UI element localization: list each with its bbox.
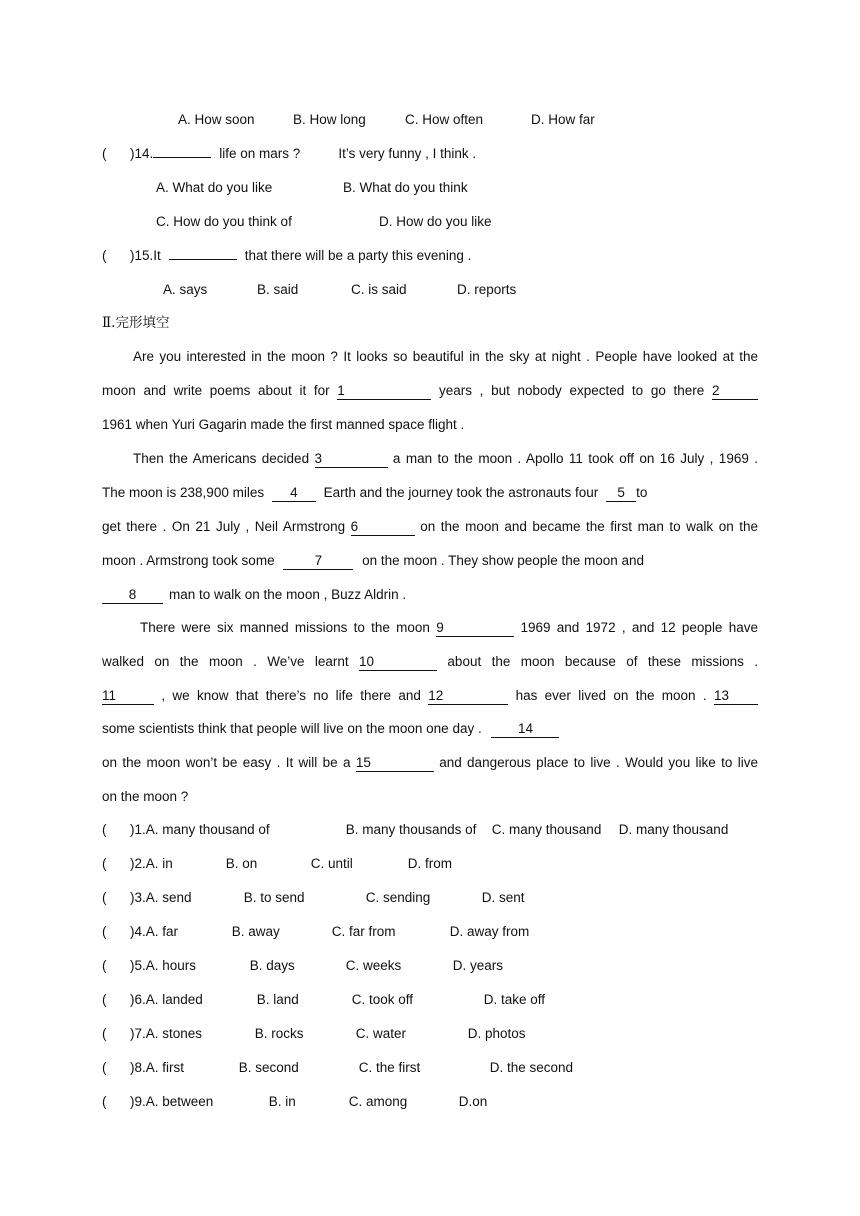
q14-reply: It’s very funny , I think . <box>338 146 477 161</box>
question-number: )8. <box>130 1060 146 1075</box>
option-d: D. photos <box>467 1026 526 1041</box>
answer-paren: ( <box>102 924 107 939</box>
option-a: A. far <box>145 924 179 939</box>
q14-blank <box>153 157 211 158</box>
cloze-option-row <box>102 855 452 873</box>
cloze-blank-13: 13 <box>714 688 758 705</box>
passage-line <box>133 450 758 468</box>
cloze-blank-6: 6 <box>351 519 415 536</box>
cloze-blank-3: 3 <box>315 451 388 468</box>
passage-text: The moon is 238,900 miles <box>102 485 265 500</box>
answer-paren: ( <box>102 822 107 837</box>
question-number: )2. <box>130 856 146 871</box>
passage-text: and dangerous place to live . Would you like to live <box>439 755 758 770</box>
option-d: D. away from <box>449 924 530 939</box>
cloze-option-row <box>102 889 525 907</box>
option-d: D. take off <box>483 992 546 1007</box>
cloze-blank-4: 4 <box>272 485 316 502</box>
cloze-blank-9: 9 <box>436 620 514 637</box>
option-d: D. sent <box>481 890 525 905</box>
q13-option-d: D. How far <box>531 112 595 127</box>
cloze-blank-14: 14 <box>491 721 559 738</box>
option-c: C. among <box>348 1094 408 1109</box>
option-a: A. in <box>145 856 173 871</box>
passage-text: years , but nobody expected to go there <box>438 383 705 398</box>
passage-text: has ever lived on the moon . <box>515 688 707 703</box>
option-d: D. the second <box>489 1060 574 1075</box>
cloze-option-row <box>102 1059 573 1077</box>
answer-paren: ( <box>102 856 107 871</box>
passage-line <box>102 687 758 705</box>
q14-stem-text: life on mars ? <box>219 146 301 161</box>
passage-text: a man to the moon . Apollo 11 took off on 16 July , 1969 . <box>392 451 758 466</box>
q14-stem <box>102 145 476 163</box>
option-b: B. away <box>231 924 280 939</box>
option-a: A. between <box>145 1094 214 1109</box>
passage-text: walked on the moon . We’ve learnt <box>102 654 349 669</box>
q13-option-a: A. How soon <box>178 112 255 127</box>
passage-text: Earth and the journey took the astronauts four <box>323 485 599 500</box>
answer-paren: ( <box>102 992 107 1007</box>
option-c: C. water <box>355 1026 407 1041</box>
q15-option-c: C. is said <box>351 282 407 297</box>
passage-text: on the moon . They show people the moon and <box>362 553 645 568</box>
option-c: C. sending <box>365 890 431 905</box>
cloze-option-row <box>102 923 529 941</box>
answer-paren: ( <box>102 1026 107 1041</box>
passage-line <box>102 720 559 738</box>
passage-line: 1961 when Yuri Gagarin made the first manned space flight . <box>102 417 465 432</box>
cloze-blank-7: 7 <box>283 553 353 570</box>
passage-line <box>102 754 758 772</box>
passage-text: some scientists think that people will live on the moon one day . <box>102 721 482 736</box>
option-b: B. on <box>225 856 258 871</box>
passage-line <box>102 552 644 570</box>
question-number: )3. <box>130 890 146 905</box>
option-d: D. from <box>407 856 453 871</box>
passage-text: moon . Armstrong took some <box>102 553 275 568</box>
cloze-blank-15: 15 <box>356 755 434 772</box>
option-c: C. weeks <box>345 958 402 973</box>
q15-stem <box>102 247 471 265</box>
question-number: )6. <box>130 992 146 1007</box>
passage-line <box>102 382 758 400</box>
question-number: )4. <box>130 924 146 939</box>
option-a: A. landed <box>145 992 203 1007</box>
answer-paren: ( <box>102 1094 107 1109</box>
answer-paren: ( <box>102 1060 107 1075</box>
passage-text: moon and write poems about it for <box>102 383 330 398</box>
cloze-option-row <box>102 991 545 1009</box>
option-a: A. first <box>145 1060 185 1075</box>
q14-option-c: C. How do you think of <box>156 214 292 229</box>
q13-option-c: C. How often <box>405 112 484 127</box>
cloze-option-row <box>102 1025 526 1043</box>
cloze-option-row <box>102 821 728 839</box>
passage-line <box>102 653 758 671</box>
passage-text: about the moon because of these missions . <box>447 654 758 669</box>
option-a: A. many thousand of <box>145 822 270 837</box>
passage-text: to <box>636 485 648 500</box>
answer-paren: ( <box>102 146 107 161</box>
option-b: B. to send <box>243 890 305 905</box>
option-d: D. many thousand <box>618 822 729 837</box>
question-number: )7. <box>130 1026 146 1041</box>
passage-line: on the moon ? <box>102 789 189 804</box>
option-b: B. in <box>268 1094 296 1109</box>
option-b: B. second <box>238 1060 299 1075</box>
option-d: D. years <box>452 958 504 973</box>
passage-text: man to walk on the moon , Buzz Aldrin . <box>169 587 407 602</box>
answer-paren: ( <box>102 890 107 905</box>
answer-paren: ( <box>102 958 107 973</box>
option-b: B. many thousands of <box>345 822 477 837</box>
q14-option-d: D. How do you like <box>379 214 492 229</box>
option-c: C. until <box>310 856 353 871</box>
option-b: B. days <box>249 958 295 973</box>
passage-text: on the moon and became the first man to walk on the <box>420 519 759 534</box>
answer-paren: ( <box>102 248 107 263</box>
passage-text: on the moon won’t be easy . It will be a <box>102 755 351 770</box>
option-c: C. far from <box>331 924 396 939</box>
option-c: C. many thousand <box>491 822 602 837</box>
q15-stem-text: that there will be a party this evening . <box>244 248 472 263</box>
cloze-blank-5: 5 <box>606 485 636 502</box>
q15-option-b: B. said <box>257 282 299 297</box>
passage-line <box>140 619 758 637</box>
passage-line <box>102 484 647 502</box>
cloze-option-row <box>102 957 503 975</box>
q15-option-a: A. says <box>163 282 208 297</box>
q13-options <box>178 111 595 129</box>
passage-line <box>102 586 406 604</box>
q14-options-row1 <box>156 179 468 197</box>
q15-options <box>163 281 516 299</box>
option-a: A. hours <box>145 958 197 973</box>
option-a: A. send <box>145 890 192 905</box>
q15-blank <box>169 259 237 260</box>
q14-option-b: B. What do you think <box>343 180 468 195</box>
cloze-blank-11: 11 <box>102 688 154 705</box>
option-c: C. took off <box>351 992 414 1007</box>
option-a: A. stones <box>145 1026 203 1041</box>
cloze-blank-8: 8 <box>102 587 163 604</box>
option-b: B. rocks <box>254 1026 304 1041</box>
passage-text: , we know that there’s no life there and <box>161 688 421 703</box>
passage-text: Then the Americans decided <box>133 451 310 466</box>
passage-text: get there . On 21 July , Neil Armstrong <box>102 519 346 534</box>
q15-number: )15.It <box>130 248 161 263</box>
question-number: )5. <box>130 958 146 973</box>
q15-option-d: D. reports <box>457 282 517 297</box>
cloze-blank-2: 2 <box>712 383 758 400</box>
q14-option-a: A. What do you like <box>156 180 273 195</box>
passage-text: 1969 and 1972 , and 12 people have <box>520 620 758 635</box>
cloze-blank-1: 1 <box>337 383 431 400</box>
passage-line <box>102 518 758 536</box>
q14-number: )14. <box>130 146 154 161</box>
passage-text: There were six manned missions to the moon <box>140 620 430 635</box>
q13-option-b: B. How long <box>293 112 366 127</box>
cloze-option-row <box>102 1093 487 1111</box>
question-number: )1. <box>130 822 146 837</box>
cloze-blank-10: 10 <box>359 654 437 671</box>
question-number: )9. <box>130 1094 146 1109</box>
q14-options-row2 <box>156 213 492 231</box>
option-b: B. land <box>256 992 299 1007</box>
cloze-blank-12: 12 <box>428 688 508 705</box>
passage-line: Are you interested in the moon ? It looks so beautiful in the sky at night . People have looked at the <box>133 349 758 364</box>
option-d: D.on <box>458 1094 488 1109</box>
section-title: Ⅱ.完形填空 <box>102 315 170 331</box>
option-c: C. the first <box>358 1060 421 1075</box>
